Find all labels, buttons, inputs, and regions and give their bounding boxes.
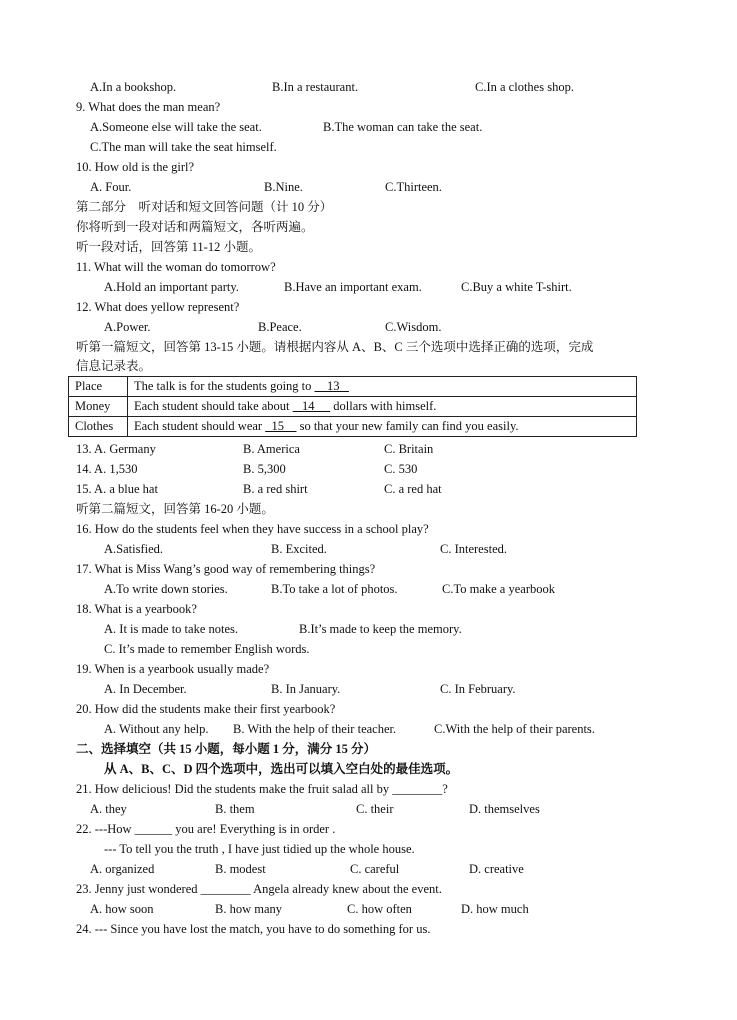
part2-intro: 你将听到一段对话和两篇短文，各听两遍。 (76, 220, 314, 234)
q23-option-c: C. how often (347, 902, 412, 916)
q21-question: 21. How delicious! Did the students make the fruit salad all by ________? (76, 782, 448, 796)
q19-question: 19. When is a yearbook usually made? (76, 662, 270, 676)
q15-option-a: 15. A. a blue hat (76, 482, 158, 496)
q15-option-c: C. a red hat (384, 482, 442, 496)
answer-blank-14: 14 (292, 399, 331, 413)
q9-option-c: C.The man will take the seat himself. (90, 140, 277, 154)
q9-question: 9. What does the man mean? (76, 100, 221, 114)
q11-question: 11. What will the woman do tomorrow? (76, 260, 276, 274)
q22-option-c: C. careful (350, 862, 400, 876)
q17-option-b: B.To take a lot of photos. (271, 582, 398, 596)
q22-option-a: A. organized (90, 862, 155, 876)
section2-instruction: 从 A、B、C、D 四个选项中，选出可以填入空白处的最佳选项。 (104, 762, 459, 776)
q16-option-c: C. Interested. (440, 542, 507, 556)
q13-option-b: B. America (243, 442, 300, 456)
q22-option-d: D. creative (469, 862, 524, 876)
q13-option-c: C. Britain (384, 442, 434, 456)
q16-question: 16. How do the students feel when they have success in a school play? (76, 522, 429, 536)
q14-option-a: 14. A. 1,530 (76, 462, 138, 476)
row-label: Money (69, 397, 128, 417)
q20-question: 20. How did the students make their first yearbook? (76, 702, 336, 716)
q21-option-c: C. their (356, 802, 394, 816)
q10-option-c: C.Thirteen. (385, 180, 442, 194)
row-label: Place (69, 377, 128, 397)
q24-question: 24. --- Since you have lost the match, you have to do something for us. (76, 922, 431, 936)
q12-option-c: C.Wisdom. (385, 320, 442, 334)
q19-option-a: A. In December. (104, 682, 187, 696)
q18-option-c: C. It’s made to remember English words. (104, 642, 310, 656)
q20-option-b: B. With the help of their teacher. (233, 722, 397, 736)
q12-question: 12. What does yellow represent? (76, 300, 240, 314)
q11-option-c: C.Buy a white T-shirt. (461, 280, 572, 294)
row-label: Clothes (69, 417, 128, 437)
row-content (128, 397, 637, 417)
q21-option-a: A. they (90, 802, 127, 816)
q19-option-c: C. In February. (440, 682, 516, 696)
q23-option-d: D. how much (461, 902, 529, 916)
q10-option-b: B.Nine. (264, 180, 303, 194)
q20-option-c: C.With the help of their parents. (434, 722, 595, 736)
passage1-instruction-line1: 听第一篇短文，回答第 13-15 小题。请根据内容从 A、B、C 三个选项中选择正确的选项，完成 (76, 340, 594, 354)
q23-question: 23. Jenny just wondered ________ Angela already knew about the event. (76, 882, 442, 896)
q12-option-b: B.Peace. (258, 320, 302, 334)
q10-question: 10. How old is the girl? (76, 160, 195, 174)
q12-option-a: A.Power. (104, 320, 151, 334)
q8-option-c: C.In a clothes shop. (475, 80, 574, 94)
q17-option-c: C.To make a yearbook (442, 582, 555, 596)
row-content (128, 377, 637, 397)
q18-option-b: B.It’s made to keep the memory. (299, 622, 462, 636)
passage1-instruction-line2: 信息记录表。 (76, 359, 152, 373)
q16-option-a: A.Satisfied. (104, 542, 164, 556)
q22-line2: --- To tell you the truth , I have just tidied up the whole house. (104, 842, 415, 856)
q18-question: 18. What is a yearbook? (76, 602, 197, 616)
passage2-instruction: 听第二篇短文，回答第 16-20 小题。 (76, 502, 274, 516)
part2-heading: 第二部分 听对话和短文回答问题（计 10 分） (76, 200, 333, 214)
row-text: The talk is for the students going to (134, 379, 315, 393)
q13-option-a: 13. A. Germany (76, 442, 156, 456)
row-text: Each student should take about (134, 399, 293, 413)
part2-dialogue-instruction: 听一段对话，回答第 11-12 小题。 (76, 240, 261, 254)
row-content (128, 417, 637, 437)
table-row (69, 377, 637, 397)
q20-option-a: A. Without any help. (104, 722, 209, 736)
q8-option-a: A.In a bookshop. (90, 80, 177, 94)
q9-option-b: B.The woman can take the seat. (323, 120, 483, 134)
info-record-table (68, 376, 637, 437)
table-row (69, 397, 637, 417)
q18-option-a: A. It is made to take notes. (104, 622, 238, 636)
answer-blank-15: 15 (265, 419, 297, 433)
q17-option-a: A.To write down stories. (104, 582, 228, 596)
q23-option-b: B. how many (215, 902, 283, 916)
q14-option-c: C. 530 (384, 462, 418, 476)
q17-question: 17. What is Miss Wang’s good way of remembering things? (76, 562, 376, 576)
q11-option-b: B.Have an important exam. (284, 280, 422, 294)
q9-option-a: A.Someone else will take the seat. (90, 120, 262, 134)
q11-option-a: A.Hold an important party. (104, 280, 239, 294)
q16-option-b: B. Excited. (271, 542, 327, 556)
q14-option-b: B. 5,300 (243, 462, 286, 476)
q8-option-b: B.In a restaurant. (272, 80, 359, 94)
q22-line1: 22. ---How ______ you are! Everything is in order . (76, 822, 336, 836)
q22-option-b: B. modest (215, 862, 266, 876)
answer-blank-13: 13 (314, 379, 349, 393)
row-text: Each student should wear (134, 419, 266, 433)
q19-option-b: B. In January. (271, 682, 341, 696)
section2-heading: 二、选择填空（共 15 小题，每小题 1 分，满分 15 分） (76, 742, 377, 756)
q15-option-b: B. a red shirt (243, 482, 308, 496)
q23-option-a: A. how soon (90, 902, 154, 916)
row-text-after: so that your new family can find you easily. (296, 419, 519, 433)
q21-option-b: B. them (215, 802, 255, 816)
row-text-after: dollars with himself. (330, 399, 437, 413)
q10-option-a: A. Four. (90, 180, 132, 194)
table-row (69, 417, 637, 437)
q21-option-d: D. themselves (469, 802, 540, 816)
